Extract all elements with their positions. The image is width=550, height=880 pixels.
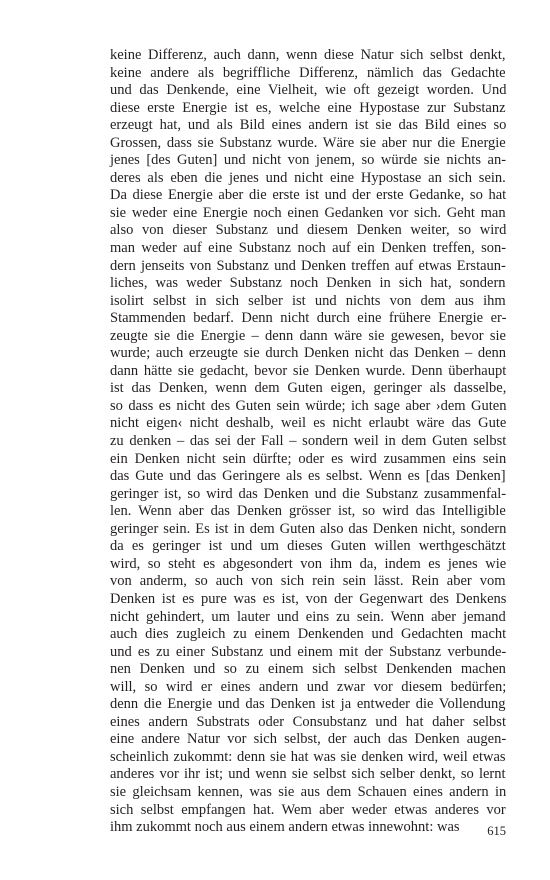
text-line: jenes [des Guten] und nicht von jenem, so würde sie nichts an- (110, 152, 507, 169)
text-line: will, so wird er eines andern und zwar vor diesem bedürfen; (110, 678, 507, 695)
body-text (110, 47, 506, 837)
text-line: zeugte sie die Energie – denn dann wäre sie gewesen, bevor sie (110, 327, 506, 344)
text-line: nicht eigen‹ nicht deshalb, weil es nicht erlaubt wäre das Gute (110, 415, 507, 432)
text-line: len. Wenn aber das Denken grösser ist, so wird das Intelligible (110, 503, 506, 520)
text-line: ist das Denken, wenn dem Guten eigen, geringer als dasselbe, (110, 380, 507, 397)
text-line: ihm zukommt noch aus einem andern etwas innewohnt: was (110, 819, 460, 836)
text-line: anderes vor ihr ist; und wenn sie selbst sich selber denkt, so lernt (110, 766, 506, 783)
text-line: Da diese Energie aber die erste ist und der erste Gedanke, so hat (110, 187, 507, 204)
text-line: geringer ist, so wird das Denken und die Substanz zusammenfal- (110, 485, 507, 502)
text-line: deres als eben die jenes und nicht eine Hypostase an sich sein. (110, 169, 506, 186)
text-line: nicht gehindert, um lauter und eins zu sein. Wenn aber jemand (110, 608, 506, 625)
text-line: wird, so steht es abgesondert von ihm da, indem es jenes wie (110, 555, 507, 572)
text-line: scheinlich zukommt: denn sie hat was sie denken wird, weil etwas (110, 748, 506, 765)
text-line: wurde; auch erzeugte sie durch Denken nicht das Denken – denn (110, 345, 507, 362)
text-line: erzeugt hat, und als Bild eines andern ist sie das Bild eines so (110, 117, 507, 134)
text-line: geringer sein. Es ist in dem Guten also das Denken nicht, sondern (110, 520, 507, 537)
text-line: sie gleichsam kennen, was sie aus dem Schauen eines andern in (110, 783, 507, 800)
text-line: also von dieser Substanz und diesem Denken weiter, so wird (110, 222, 507, 239)
text-line: keine Differenz, auch dann, wenn diese Natur sich selbst denkt, (110, 47, 506, 63)
text-line: isolirt selbst in sich selber ist und nichts von dem aus ihm (110, 292, 506, 309)
text-line: zu denken – das sei der Fall – sondern weil in dem Guten selbst (110, 433, 507, 450)
text-line: dern jenseits von Substanz und Denken treffen auf etwas Erstaun- (110, 257, 506, 274)
text-line: keine andere als begriffliche Differenz, nämlich das Gedachte (110, 64, 506, 81)
text-line: eines andern Substrats oder Consubstanz und hat daher selbst (110, 713, 506, 730)
text-line: und es zu einer Substanz und einem mit der Substanz verbunde- (110, 643, 507, 660)
text-line: liches, was weder Substanz noch Denken in sich hat, sondern (110, 275, 506, 292)
text-line: sich selbst empfangen hat. Wem aber weder etwas anderes vor (110, 801, 506, 818)
text-line: da es geringer ist und um dieses Guten willen werthgeschätzt (110, 538, 506, 555)
text-line: denn die Energie und das Denken ist ja entweder die Vollendung (110, 696, 506, 713)
text-line: auch dies zugleich zu einem Denkenden und Gedachten macht (110, 626, 507, 643)
text-line: nen Denken und so zu einem sich selbst Denkenden machen (110, 661, 506, 678)
text-line: man weder auf eine Substanz noch auf ein Denken treffen, son- (110, 240, 507, 257)
text-line: dann hätte sie gedacht, bevor sie Denken wurde. Denn überhaupt (110, 362, 507, 379)
text-line: so dass es nicht des Guten sein würde; ich sage aber ›dem Guten (110, 397, 507, 414)
text-line: ein Denken nicht sein dürfte; oder es wird zusammen eins sein (110, 450, 507, 467)
text-line: das Gute und das Geringere als es selbst. Wenn es [das Denken] (110, 468, 506, 485)
text-line: und das Denkende, eine Vielheit, wie oft gezeigt worden. Und (110, 82, 507, 99)
text-line: Denken ist es pure was es ist, von der Gegenwart des Denkens (110, 590, 507, 607)
text-line: von anderm, so auch von sich rein sein lässt. Rein aber vom (110, 573, 506, 590)
text-line: sie weder eine Energie noch einen Gedanken vor sich. Geht man (110, 204, 506, 221)
text-line: Stammenden bedarf. Denn nicht durch eine frühere Energie er- (110, 310, 507, 327)
text-line: Grossen, dass sie Substanz wurde. Wäre sie aber nur die Energie (110, 134, 506, 151)
text-line: eine andere Natur vor sich selbst, der auch das Denken augen- (110, 731, 507, 748)
text-line: diese erste Energie ist es, welche eine Hypostase zur Substanz (110, 99, 506, 116)
page-number: 615 (487, 824, 506, 838)
